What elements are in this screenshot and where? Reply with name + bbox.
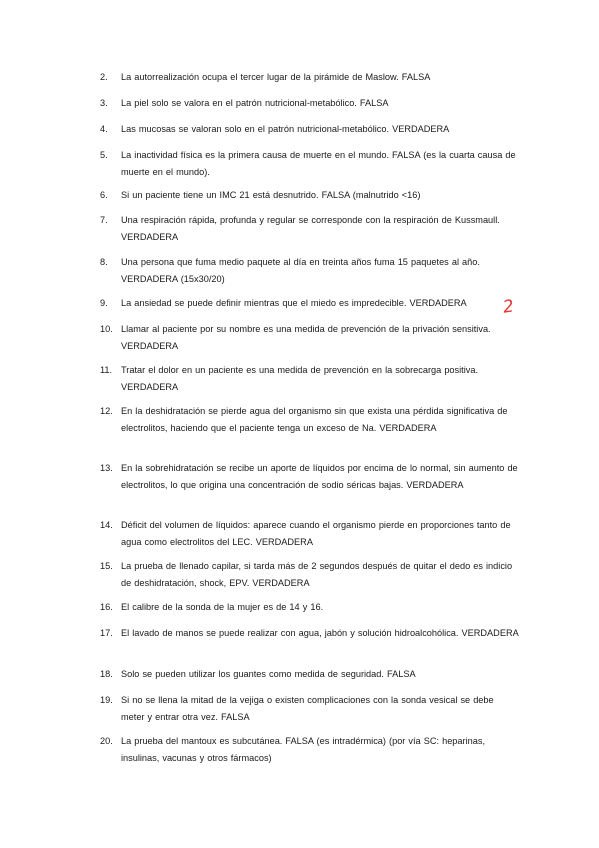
question-item <box>100 95 520 112</box>
question-text: Déficit del volumen de líquidos: aparece cuando el organismo pierde en proporciones tanto de agua como electrolitos del LEC. VERDADERA <box>121 520 511 547</box>
question-number: 7. <box>100 215 108 225</box>
question-number: 18. <box>100 669 113 679</box>
question-number: 10. <box>100 324 113 334</box>
question-text: Tratar el dolor en un paciente es una medida de prevención en la sobrecarga positiva. VERDADERA <box>121 365 479 392</box>
question-item <box>100 321 520 355</box>
question-text: La prueba del mantoux es subcutánea. FALSA (es intradérmica) (por vía SC: heparinas, insulinas, vacunas y otros fármacos) <box>121 736 485 763</box>
question-item <box>100 625 520 642</box>
question-number: 3. <box>100 98 108 108</box>
question-item <box>100 460 520 494</box>
question-number: 20. <box>100 736 113 746</box>
question-item <box>100 733 520 767</box>
question-item <box>100 212 520 246</box>
question-item <box>100 517 520 551</box>
question-text: Si no se llena la mitad de la vejiga o existen complicaciones con la sonda vesical se debe meter y entrar otra vez. FALSA <box>121 695 494 722</box>
question-text: Una persona que fuma medio paquete al día en treinta años fuma 15 paquetes al año. VERDADERA (15x30/20) <box>121 257 480 284</box>
question-number: 14. <box>100 520 113 530</box>
question-item <box>100 692 520 726</box>
question-number: 4. <box>100 124 108 134</box>
question-item <box>100 69 520 86</box>
question-item <box>100 121 520 138</box>
question-text: Las mucosas se valoran solo en el patrón nutricional-metabólico. VERDADERA <box>121 124 450 134</box>
question-text: Llamar al paciente por su nombre es una medida de prevención de la privación sensitiva. VERDADERA <box>121 324 491 351</box>
question-number: 12. <box>100 406 113 416</box>
question-item <box>100 362 520 396</box>
question-number: 13. <box>100 463 113 473</box>
question-number: 17. <box>100 628 113 638</box>
question-number: 2. <box>100 72 108 82</box>
question-item <box>100 558 520 592</box>
question-text: En la sobrehidratación se recibe un aporte de líquidos por encima de lo normal, sin aumento de electrolitos, lo que origina una concentración de sodio séricas bajas. VERDADERA <box>121 463 518 490</box>
question-text: La inactividad física es la primera causa de muerte en el mundo. FALSA (es la cuarta causa de muerte en el mundo). <box>121 150 516 177</box>
question-number: 19. <box>100 695 113 705</box>
question-number: 5. <box>100 150 108 160</box>
question-number: 8. <box>100 257 108 267</box>
question-item <box>100 295 520 312</box>
question-item <box>100 187 520 204</box>
question-text: La autorrealización ocupa el tercer lugar de la pirámide de Maslow. FALSA <box>121 72 431 82</box>
handwritten-annotation: 2 <box>501 296 516 318</box>
question-text: La prueba de llenado capilar, si tarda más de 2 segundos después de quitar el dedo es indicio de deshidratación, shock, EPV. VERDADERA <box>121 561 513 588</box>
question-text: Solo se pueden utilizar los guantes como medida de seguridad. FALSA <box>121 669 416 679</box>
question-text: En la deshidratación se pierde agua del organismo sin que exista una pérdida significativa de electrolitos, haciendo que el paciente tenga un exceso de Na. VERDADERA <box>121 406 508 433</box>
question-item <box>100 254 520 288</box>
question-item <box>100 666 520 683</box>
question-text: La piel solo se valora en el patrón nutricional-metabólico. FALSA <box>121 98 389 108</box>
question-item <box>100 599 520 616</box>
question-number: 15. <box>100 561 113 571</box>
question-text: Si un paciente tiene un IMC 21 está desnutrido. FALSA (malnutrido <16) <box>121 190 421 200</box>
question-text: La ansiedad se puede definir mientras que el miedo es impredecible. VERDADERA <box>121 298 467 308</box>
question-text: El lavado de manos se puede realizar con agua, jabón y solución hidroalcohólica. VERDADERA <box>121 628 519 638</box>
question-item <box>100 147 520 181</box>
question-number: 9. <box>100 298 108 308</box>
question-number: 6. <box>100 190 108 200</box>
question-item <box>100 403 520 437</box>
question-text: El calibre de la sonda de la mujer es de 14 y 16. <box>121 602 324 612</box>
question-number: 16. <box>100 602 113 612</box>
question-number: 11. <box>100 365 113 375</box>
question-text: Una respiración rápida, profunda y regular se corresponde con la respiración de Kussmaull. VERDADERA <box>121 215 500 242</box>
